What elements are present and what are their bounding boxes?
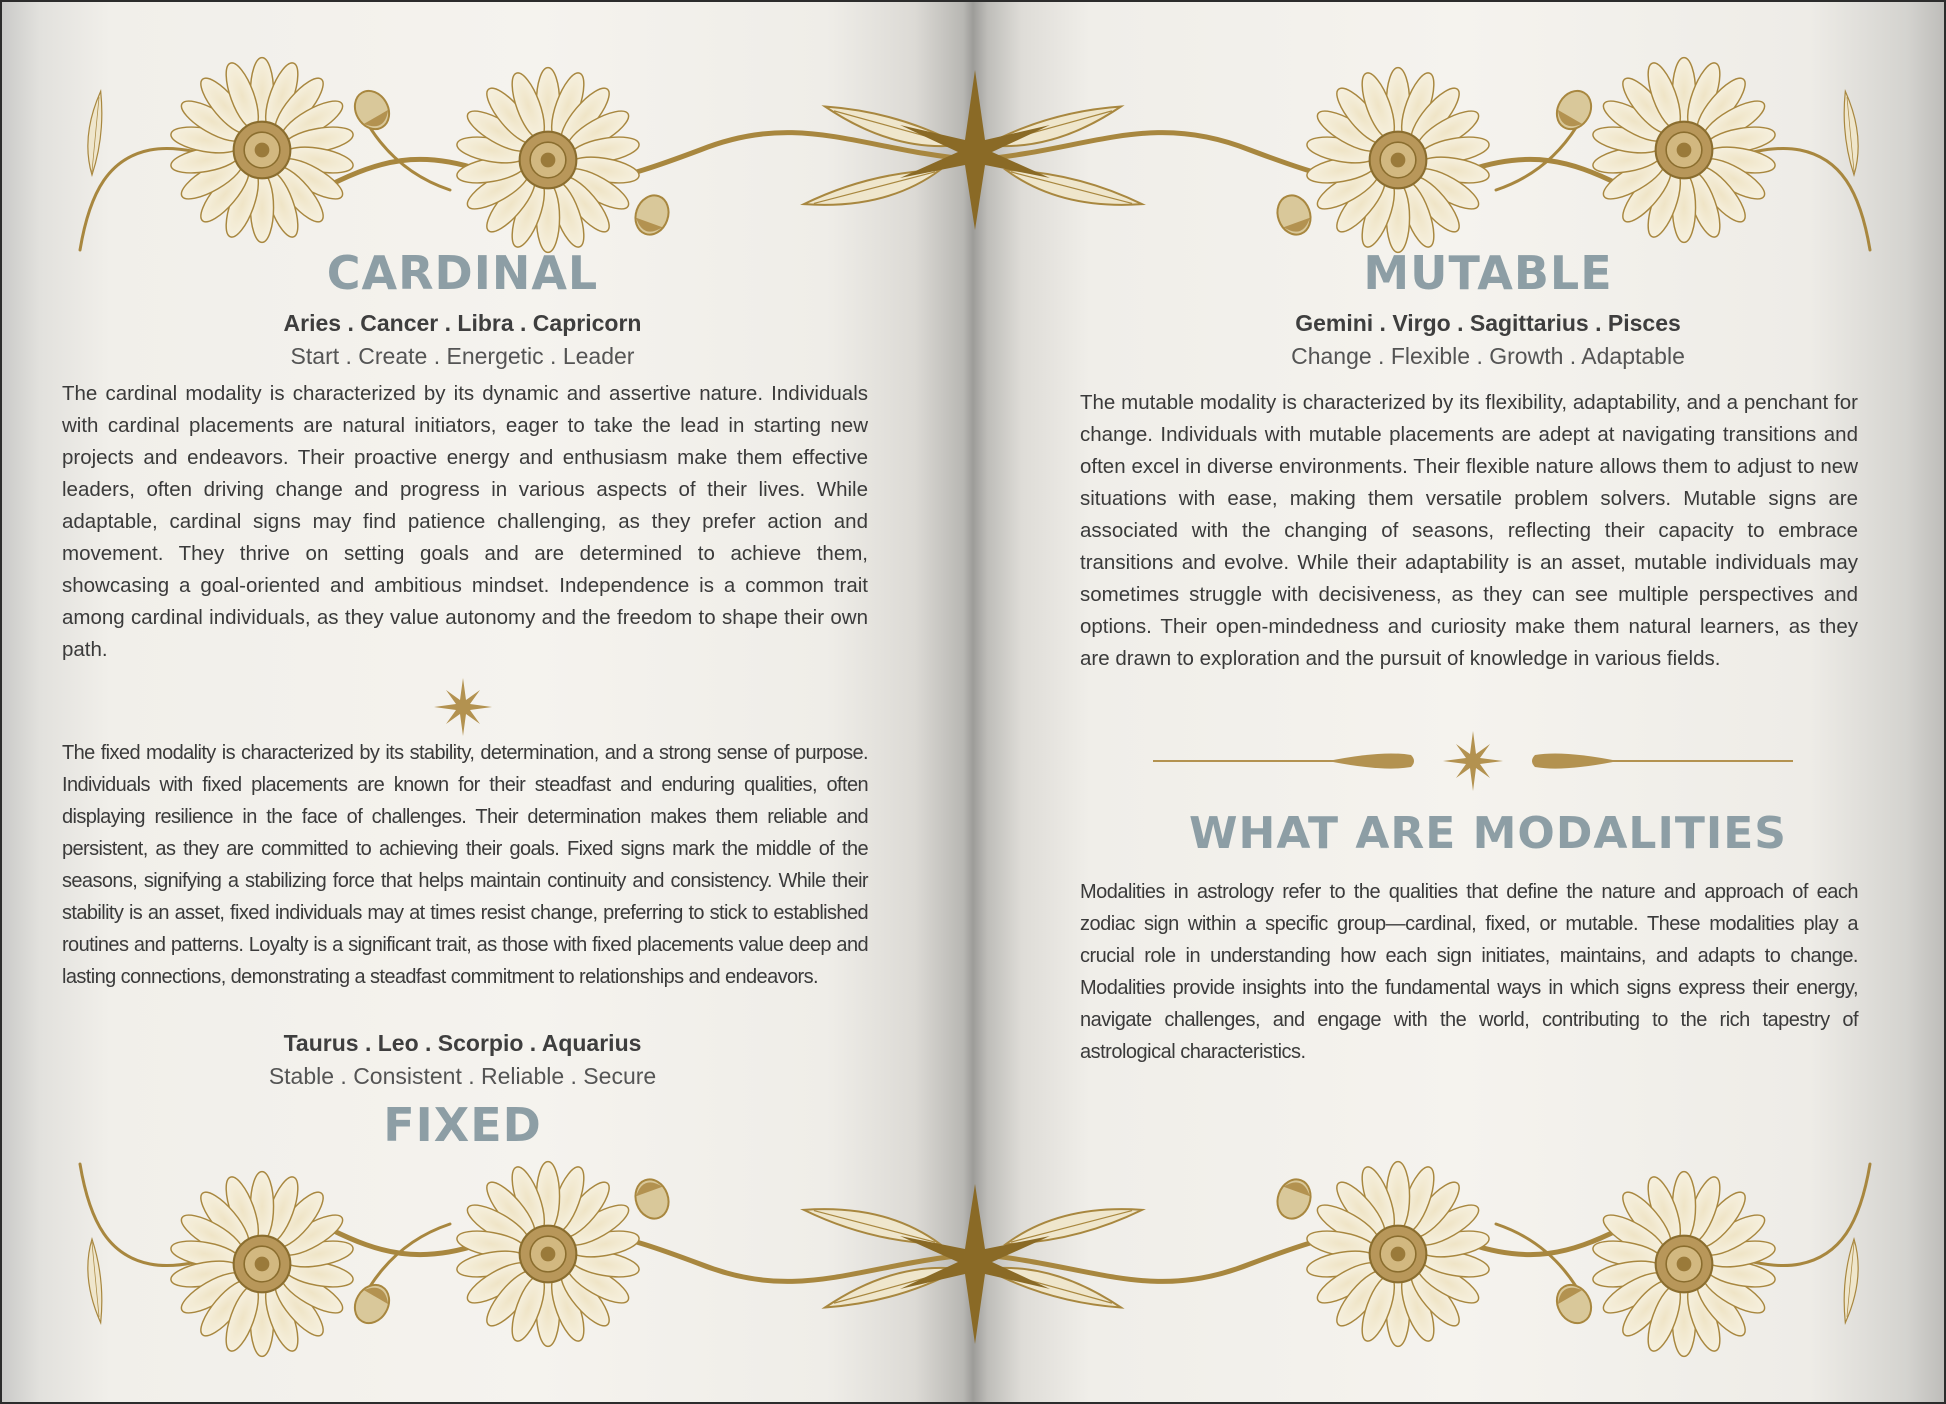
cardinal-traits: Start . Create . Energetic . Leader bbox=[290, 343, 635, 369]
cardinal-body: The cardinal modality is characterized by its dynamic and assertive nature. Individuals with cardinal placements are natural initiators, eager to take the lead in starting new projects and endeavors. Their proactive energy and enthusiasm make them effective leaders, often driving change and progress in various aspects of their lives. While adaptable, cardinal signs may find patience challenging, as they prefer action and movement. They thrive on setting goals and are determined to achieve them, showcasing a goal-oriented and ambitious mindset. Independence is a common trait among cardinal individuals, as they value autonomy and the freedom to shape their own path. bbox=[62, 382, 868, 661]
mutable-body: The mutable modality is characterized by its flexibility, adaptability, and a penchant for change. Individuals with mutable placements are adept at navigating transitions and often excel in diverse environments. Their flexible nature allows them to adjust to new situations with ease, making them versatile problem solvers. Mutable signs are associated with the changing of seasons, reflecting their capacity to embrace transitions and evolve. While their adaptability is an asset, mutable individuals may sometimes struggle with decisiveness, as they can see multiple perspectives and options. Their open-mindedness and curiosity make them natural learners, as they are drawn to exploration and the pursuit of knowledge in various fields. bbox=[1080, 391, 1858, 670]
flourish-separator bbox=[1153, 728, 1793, 794]
fixed-title: FIXED bbox=[383, 1098, 542, 1152]
mutable-traits: Change . Flexible . Growth . Adaptable bbox=[1291, 343, 1685, 369]
floral-border-bottom bbox=[0, 1098, 1946, 1404]
fixed-traits: Stable . Consistent . Reliable . Secure bbox=[268, 1063, 657, 1089]
cardinal-title: CARDINAL bbox=[326, 246, 599, 300]
fixed-body: The fixed modality is characterized by its stability, determination, and a strong sense of purpose. Individuals with fixed placements are known for their steadfast and enduring qualities, often displaying resilience in the face of challenges. Their determination makes them reliable and persistent, as they are committed to achieving their goals. Fixed signs mark the middle of the seasons, signifying a stabilizing force that helps maintain continuity and consistency. While their stability is an asset, fixed individuals may at times resist change, preferring to stick to established routines and patterns. Loyalty is a significant trait, as those with fixed placements value deep and lasting connections, demonstrating a steadfast commitment to relationships and endeavors. bbox=[62, 742, 868, 988]
modalities-title: WHAT ARE MODALITIES bbox=[1189, 808, 1787, 859]
star-separator-icon bbox=[432, 676, 494, 738]
floral-border-top bbox=[0, 0, 1946, 300]
mutable-title: MUTABLE bbox=[1363, 246, 1613, 300]
mutable-signs: Gemini . Virgo . Sagittarius . Pisces bbox=[1295, 310, 1681, 336]
fixed-signs: Taurus . Leo . Scorpio . Aquarius bbox=[283, 1030, 642, 1056]
eight-point-star-icon bbox=[1443, 731, 1503, 791]
modalities-body: Modalities in astrology refer to the qualities that define the nature and approach of each zodiac sign within a specific group—cardinal, fixed, or mutable. These modalities play a crucial role in understanding how each sign initiates, maintains, and adapts to change. Modalities provide insights into the fundamental ways in which signs express their energy, navigate challenges, and engage with the world, contributing to the rich tapestry of astrological characteristics. bbox=[1080, 881, 1858, 1063]
cardinal-signs: Aries . Cancer . Libra . Capricorn bbox=[283, 310, 642, 336]
